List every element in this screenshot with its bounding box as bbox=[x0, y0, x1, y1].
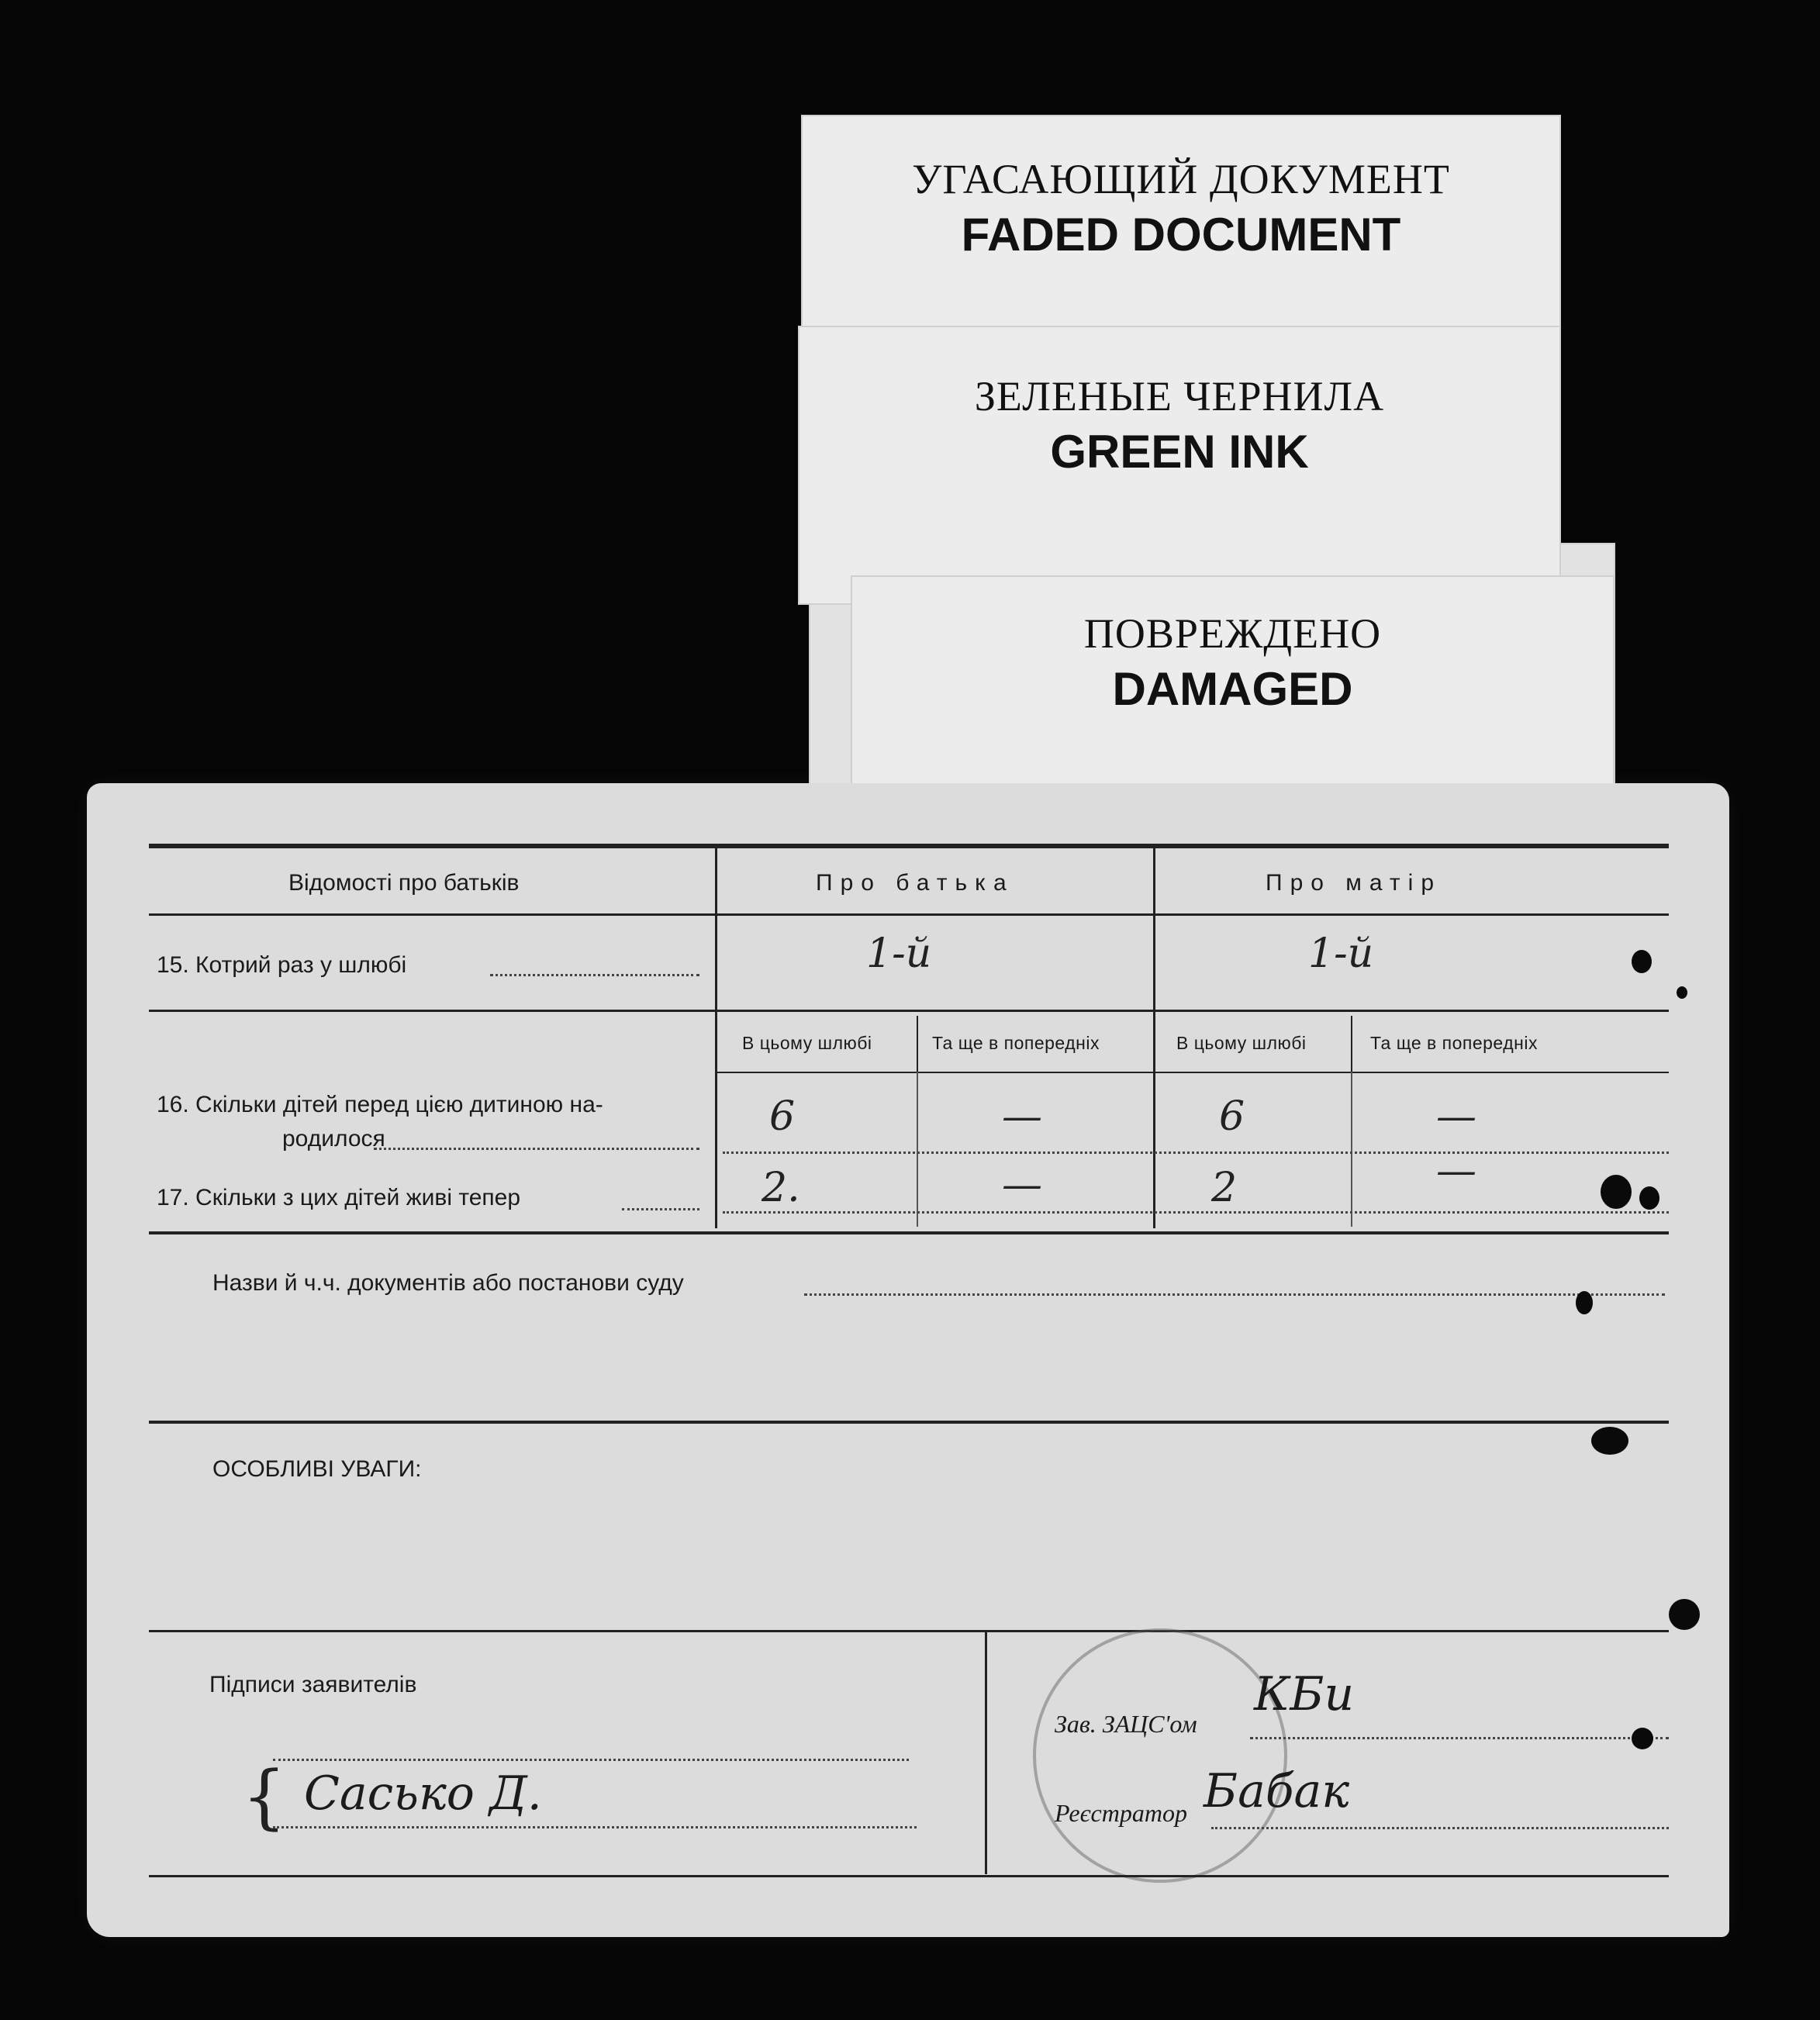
applicant-brace: { bbox=[242, 1756, 287, 1838]
header-parents-info: Відомості про батьків bbox=[288, 870, 520, 896]
damage-hole bbox=[1677, 986, 1687, 999]
notice-faded-ru: УГАСАЮЩИЙ ДОКУМЕНТ bbox=[912, 156, 1450, 202]
header-father: Про батька bbox=[816, 870, 1014, 896]
notice-card-faded bbox=[801, 115, 1561, 340]
row16-label-line2: родилося bbox=[282, 1126, 385, 1152]
row16-cell-dots bbox=[723, 1152, 1669, 1154]
col-rule-mother bbox=[1153, 848, 1155, 1228]
damage-hole bbox=[1601, 1175, 1632, 1209]
row15-dots bbox=[490, 974, 699, 976]
row17-father-prev: — bbox=[1002, 1162, 1042, 1208]
table-top-rule bbox=[149, 844, 1669, 848]
form-bottom-rule bbox=[149, 1875, 1669, 1877]
sub-rule-2 bbox=[1351, 1016, 1352, 1072]
notice-damaged-en: DAMAGED bbox=[1112, 663, 1353, 715]
documents-dots bbox=[804, 1293, 1665, 1296]
applicant-dots-2 bbox=[273, 1826, 917, 1828]
header-mother: Про матір bbox=[1266, 870, 1442, 896]
row17-mother-this: 2 bbox=[1211, 1165, 1238, 1211]
damage-hole bbox=[1632, 950, 1652, 973]
registrar-dots bbox=[1211, 1827, 1669, 1829]
remarks-bottom-rule bbox=[149, 1630, 1669, 1632]
remarks-label: ОСОБЛИВІ УВАГИ: bbox=[212, 1456, 422, 1482]
row17-cell-dots bbox=[723, 1211, 1669, 1214]
head-signature: КБи bbox=[1254, 1667, 1355, 1721]
row17-father-this: 2. bbox=[761, 1165, 800, 1211]
sub-mother-prev: Та ще в попередніх bbox=[1370, 1033, 1538, 1053]
header-bottom-rule bbox=[149, 913, 1669, 916]
notice-card-green-ink bbox=[798, 326, 1561, 605]
damage-hole bbox=[1639, 1186, 1659, 1210]
row15-label: 15. Котрий раз у шлюбі bbox=[157, 952, 407, 978]
row15-father-value: 1-й bbox=[866, 931, 932, 977]
registrar-label: Реєстратор bbox=[1055, 1799, 1187, 1827]
row17-label: 17. Скільки з цих дітей живі тепер bbox=[157, 1185, 521, 1210]
damage-hole bbox=[1632, 1728, 1653, 1749]
head-label: Зав. ЗАЦС'ом bbox=[1055, 1710, 1197, 1738]
applicant-signature: Сасько Д. bbox=[304, 1766, 542, 1821]
row16-father-this: 6 bbox=[769, 1093, 796, 1140]
row17-mother-prev: — bbox=[1436, 1148, 1476, 1194]
notice-green-ru: ЗЕЛЕНЫЕ ЧЕРНИЛА bbox=[974, 373, 1385, 420]
head-dots bbox=[1250, 1737, 1669, 1739]
col-rule-father bbox=[715, 848, 717, 1228]
damage-hole bbox=[1591, 1427, 1628, 1455]
applicant-signatures-label: Підписи заявителів bbox=[209, 1672, 417, 1697]
sub-rule-1 bbox=[917, 1016, 918, 1072]
sub-father-prev: Та ще в попередніх bbox=[932, 1033, 1100, 1053]
damage-hole bbox=[1576, 1291, 1593, 1314]
row15-bottom-rule bbox=[149, 1010, 1669, 1012]
row16-father-prev: — bbox=[1002, 1093, 1042, 1140]
damage-hole bbox=[1669, 1599, 1700, 1630]
notice-faded-en: FADED DOCUMENT bbox=[961, 209, 1401, 261]
row15-mother-value: 1-й bbox=[1308, 931, 1374, 977]
row16-label-line1: 16. Скільки дітей перед цією дитиною на- bbox=[157, 1092, 603, 1117]
sub-mother-this: В цьому шлюбі bbox=[1176, 1033, 1307, 1053]
notice-green-en: GREEN INK bbox=[1050, 426, 1309, 478]
cell-rule-2 bbox=[1351, 1072, 1352, 1227]
row16-mother-prev: — bbox=[1436, 1093, 1476, 1140]
documents-bottom-rule bbox=[149, 1421, 1669, 1424]
documents-label: Назви й ч.ч. документів або постанови суду bbox=[212, 1270, 684, 1296]
registrar-signature: Бабак bbox=[1204, 1764, 1350, 1818]
sub-bottom-rule bbox=[715, 1072, 1669, 1073]
sub-father-this: В цьому шлюбі bbox=[742, 1033, 872, 1053]
signature-divider bbox=[985, 1632, 987, 1874]
row17-dots bbox=[622, 1208, 699, 1210]
cell-rule-1 bbox=[917, 1072, 918, 1227]
row16-dots bbox=[374, 1148, 699, 1150]
form-sheet bbox=[87, 783, 1729, 1937]
table-bottom-rule bbox=[149, 1231, 1669, 1234]
row16-mother-this: 6 bbox=[1219, 1093, 1245, 1140]
registry-stamp bbox=[1033, 1628, 1287, 1883]
notice-damaged-ru: ПОВРЕЖДЕНО bbox=[1083, 610, 1382, 657]
notice-card-damaged bbox=[851, 575, 1615, 796]
applicant-dots-1 bbox=[273, 1759, 909, 1761]
